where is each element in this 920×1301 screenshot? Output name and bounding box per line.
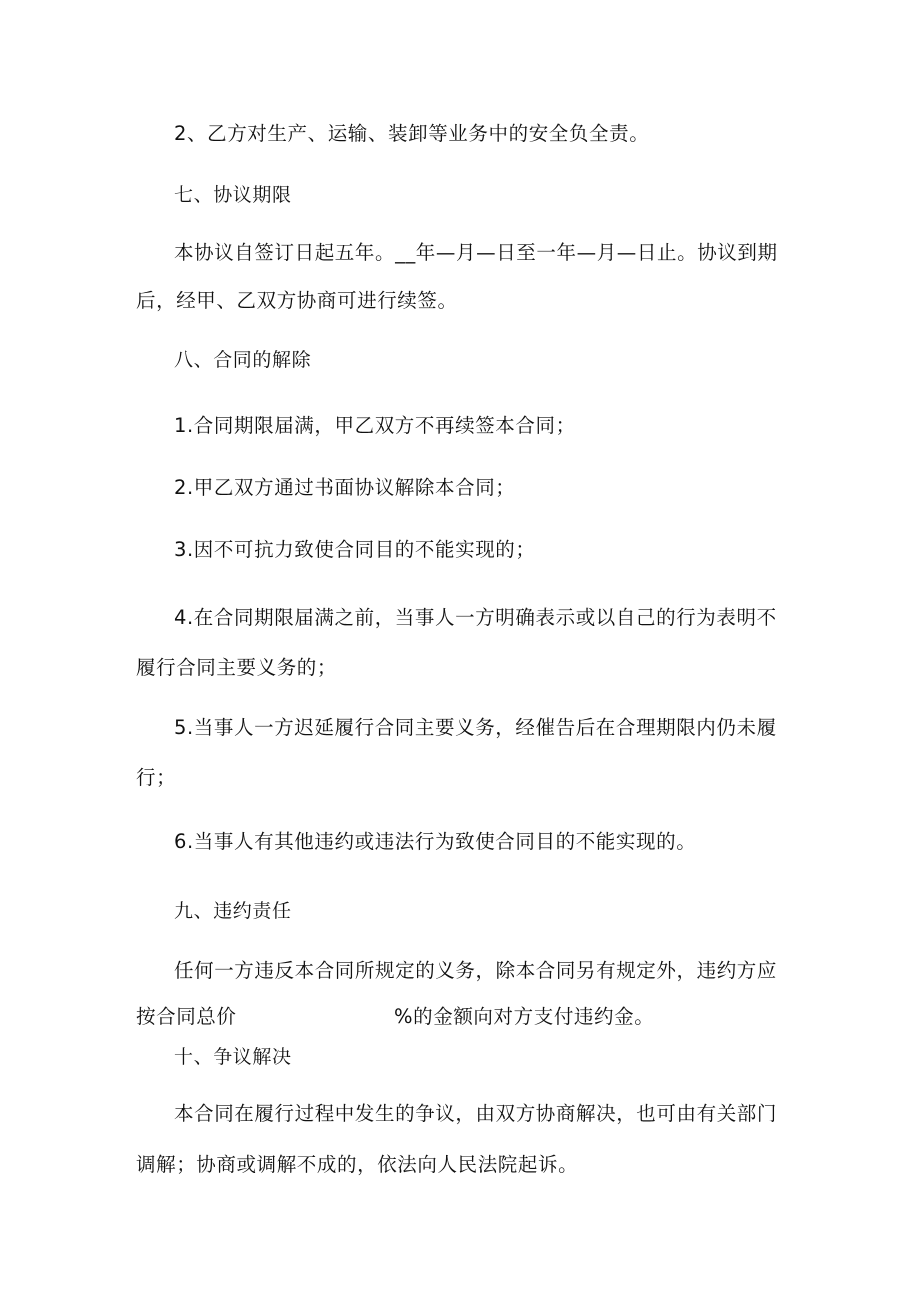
section-8-heading: 八、合同的解除 [174,349,312,371]
section-8-item-4-line-1: 4.在合同期限届满之前，当事人一方明确表示或以自己的行为表明不 [174,606,777,629]
section-8-item-1: 1.合同期限届满，甲乙双方不再续签本合同； [174,414,576,437]
section-7-heading: 七、协议期限 [174,184,292,206]
section-9-heading: 九、违约责任 [174,900,292,922]
section-9-body-line-1: 任何一方违反本合同所规定的义务，除本合同另有规定外，违约方应 [174,959,778,982]
section-8-item-4-line-2: 履行合同主要义务的； [136,656,338,679]
section-8-item-5-line-2: 行； [136,766,177,789]
section-8-item-2: 2.甲乙双方通过书面协议解除本合同； [174,476,516,499]
section-9-body-line-2-start: 按合同总价 [136,1005,237,1028]
section-9-body-line-2-end: %的金额向对方支付违约金。 [394,1005,655,1028]
clause-6-item-2: 2、乙方对生产、运输、装卸等业务中的安全负全责。 [174,122,650,145]
section-10-body-line-1: 本合同在履行过程中发生的争议，由双方协商解决，也可由有关部门 [174,1102,778,1125]
section-8-item-3: 3.因不可抗力致使合同目的不能实现的； [174,538,536,561]
section-8-item-6: 6.当事人有其他违约或违法行为致使合同目的不能实现的。 [174,830,697,853]
section-8-item-5-line-1: 5.当事人一方迟延履行合同主要义务，经催告后在合理期限内仍未履 [174,716,777,739]
section-7-body-line-1: 本协议自签订日起五年。__年—月—日至一年—月—日止。协议到期 [174,241,778,264]
section-7-body-line-2: 后，经甲、乙双方协商可进行续签。 [136,289,458,312]
section-10-heading: 十、争议解决 [174,1046,292,1068]
section-10-body-line-2: 调解；协商或调解不成的，依法向人民法院起诉。 [136,1153,579,1176]
